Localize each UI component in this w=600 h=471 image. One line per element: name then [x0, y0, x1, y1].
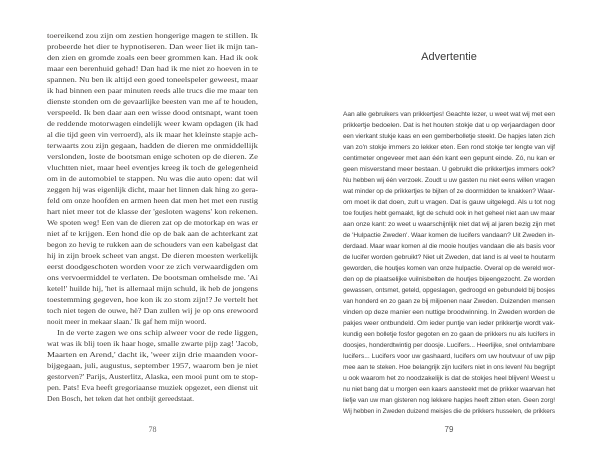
- text-line: den op de plaatselijke vuilnisbelten de houtjes bijeengezocht. Ze worden: [343, 276, 555, 283]
- text-line: aan onze kant: zo weet u waarschijnlijk niet dat wij al jaren bezig zijn met: [343, 221, 555, 228]
- text-line: Maarten en Arend,' dacht ik, 'weer zijn drie maanden voor-: [47, 350, 258, 359]
- text-line: u ook waarom het zo noodzakelijk is dat de stokjes heel blijven! Weest u: [343, 375, 555, 382]
- text-line: ketel!' huilde hij, 'het is allemaal mijn schuld, ik heb de jongens: [47, 284, 258, 293]
- text-line: zeggen hij was eigenlijk dicht, maar het linnen dak hing zo gera-: [47, 185, 258, 194]
- text-line: hart niet meer tot de klasse der 'gesloten wagens' kon rekenen.: [47, 207, 258, 216]
- left-page-number: 78: [148, 425, 157, 434]
- text-line: wat was ik blij toen ik haar hoge, smalle zwarte pijp zag! 'Jacob,: [47, 339, 258, 348]
- text-line: verspeeld. Ik ben daar aan een wisse dood ontsnapt, want toen: [47, 108, 258, 117]
- text-line: toereikend zou zijn om zestien hongerige magen te stillen. Ik: [47, 31, 258, 40]
- right-page-number: 79: [444, 425, 454, 434]
- text-line: niet af te krijgen. Een hond die op de bak aan de achterkant zat: [47, 229, 258, 238]
- text-line: vinden op deze manier een nuttige broodwinning. In Zweden worden de: [343, 309, 555, 316]
- text-line: bijgegaan, juli, augustus, september 1957, waarom ben je niet: [47, 361, 258, 370]
- text-line: We spoten weg! Een van de dieren zat op de motorkap en was er: [47, 218, 258, 227]
- right-page-text: [343, 109, 555, 417]
- text-line: om moet ik dat doen, zult u vragen. Dat is gauw uitgelegd. Als u tot nog: [343, 199, 555, 206]
- text-line: een vierkant stukje kaas en een gemberbolletje steekt. De hapjes laten zich: [343, 133, 555, 140]
- text-line: gewassen, ontsmet, geteld, opgeslagen, gedroogd en gebundeld bij bosjes: [343, 287, 555, 294]
- text-line: Wij hebben in Zweden duizend meisjes die de prikkers husselen, de prikkers: [343, 408, 555, 415]
- text-line: wat minder op de prikkertjes te bijten of ze doormidden te knakken? Waar-: [343, 188, 555, 195]
- text-line: feld om onze hoofden en armen heen dat men het met een rustig: [47, 196, 258, 205]
- text-line: liefje van uw man gisteren nog lekkere hapjes heeft zitten eten. Geen zorg!: [343, 397, 555, 404]
- text-line: prikkertje bedoelen. Dat is het houten stokje dat u op verjaardagen door: [343, 122, 555, 129]
- text-line: van zo'n stokje immers zo lekker eten. Een rond stokje ter lengte van vijf: [343, 144, 555, 151]
- text-line: Nu hebben wij één verzoek. Zoudt u uw gasten nu niet eens willen vragen: [343, 177, 555, 184]
- text-line: mee aan te steken. Hoe belangrijk zijn lucifers niet in ons leven! Nu begrijpt: [343, 364, 555, 371]
- text-line: de lucifer worden gebruikt? Niet uit Zweden, dat land is al veel te houtarm: [343, 254, 555, 261]
- text-line: hij in zijn broek scheet van angst. De dieren moesten werkelijk: [47, 251, 258, 260]
- text-line: Den Bosch, het teken dat het ontbijt gereedstaat.: [47, 394, 194, 403]
- text-line: dienste stonden om de gevaarlijke beesten van me af te houden,: [47, 97, 258, 106]
- text-line: pakjes weer ontbundeld. Om ieder puntje van ieder prikkertje wordt vak-: [343, 320, 555, 327]
- text-line: geen misverstand meer bestaan. U gebruikt die prikkertjes immers ook?: [343, 166, 555, 173]
- text-line: spannen. Nu ben ik altijd een goed toneelspeler geweest, maar: [47, 75, 258, 84]
- text-line: toestemming gegeven, hoe kon ik zo stom zijn!? Je vertelt het: [47, 295, 258, 304]
- text-line: den zien en gromde zoals een beer grommen kan. Had ik ook: [47, 53, 258, 62]
- text-line: al die tijd geen vin verroerd), als ik maar het kleinste stapje ach-: [47, 130, 258, 139]
- text-line: ons vervoermiddel te verlaten. De bootsman omhelsde me. 'Ai: [47, 273, 258, 282]
- text-line: nu niet bang dat u morgen een kaars aansteekt met de prikker waarvan het: [343, 386, 555, 393]
- text-line: toch niet tegen de ouwe, hè? Dan zullen wij je op ons erewoord: [47, 306, 258, 315]
- text-line: doosjes, honderdtwintig per doosje. Lucifers... Heerlijke, snel ontvlambare: [343, 342, 555, 349]
- text-line: vluchtten niet, maar heel eventjes kreeg ik toch de gelegenheid: [47, 163, 258, 172]
- text-line: probeerde het dier te hypnotiseren. Dan weer liet ik mijn tan-: [47, 42, 258, 51]
- chapter-heading: Advertentie: [421, 51, 477, 63]
- text-line: ik had binnen een paar minuten reeds alle trucs die me maar ten: [47, 86, 258, 95]
- text-line: In de verte zagen we ons schip alweer voor de rede liggen,: [57, 328, 258, 337]
- text-line: van honderd en zo gaan ze bij miljoenen naar Zweden. Duizenden mensen: [343, 298, 555, 305]
- text-line: eerst doodgeschoten worden voor ze zich verwaardigden om: [47, 262, 258, 271]
- text-line: kundig een bolletje fosfor gegoten en zo gaan de prikkers nu als lucifers in: [343, 331, 555, 338]
- text-line: geworden, die houtjes komen van onze hulpactie. Overal op de wereld wor-: [343, 265, 555, 272]
- text-line: terwaarts zou zijn gegaan, hadden de dieren me onmiddellijk: [47, 141, 258, 150]
- text-line: Aan alle gebruikers van prikkertjes! Geachte lezer, u weet wat wij met een: [343, 111, 555, 118]
- text-line: begon zo hevig te rukken aan de schouders van een kabelgast dat: [47, 240, 258, 249]
- text-line: de 'Hulpactie Zweden'. Waar komen de lucifers vandaan? Uit Zweden in-: [343, 232, 555, 239]
- text-line: lucifers... Lucifers voor uw gashaard, lucifers om uw houtvuur of uw pijp: [343, 353, 555, 360]
- text-line: de reddende motorwagen eindelijk weer kwam opdagen (ik had: [47, 119, 258, 128]
- text-line: maar een berenhuid gehad! Dan had ik me niet zo hoeven in te: [47, 64, 258, 73]
- text-line: om in de automobiel te stappen. Nu was die auto open: dat wil: [47, 174, 258, 183]
- text-line: gestorven?' Parijs, Austerlitz, Alaska, een mooi punt om te stop-: [47, 372, 258, 381]
- text-line: toe foutjes hebt gemaakt, ligt de schuld ook in het geheel niet aan uw maar: [343, 210, 555, 217]
- text-line: centimeter ongeveer met aan één kant een gepunt einde. Zó, nu kan er: [343, 155, 555, 162]
- text-line: nooit meer in mekaar slaan.' Ik gaf hem mijn woord.: [47, 317, 207, 326]
- text-line: derdaad. Maar waar komen al die mooie houtjes vandaan die als basis voor: [343, 243, 555, 250]
- text-line: verslonden, loste de bootsman enige schoten op de dieren. Ze: [47, 152, 258, 161]
- text-line: pen. Pats! Eva heeft gregoriaanse muziek opgezet, een dienst uit: [47, 383, 258, 392]
